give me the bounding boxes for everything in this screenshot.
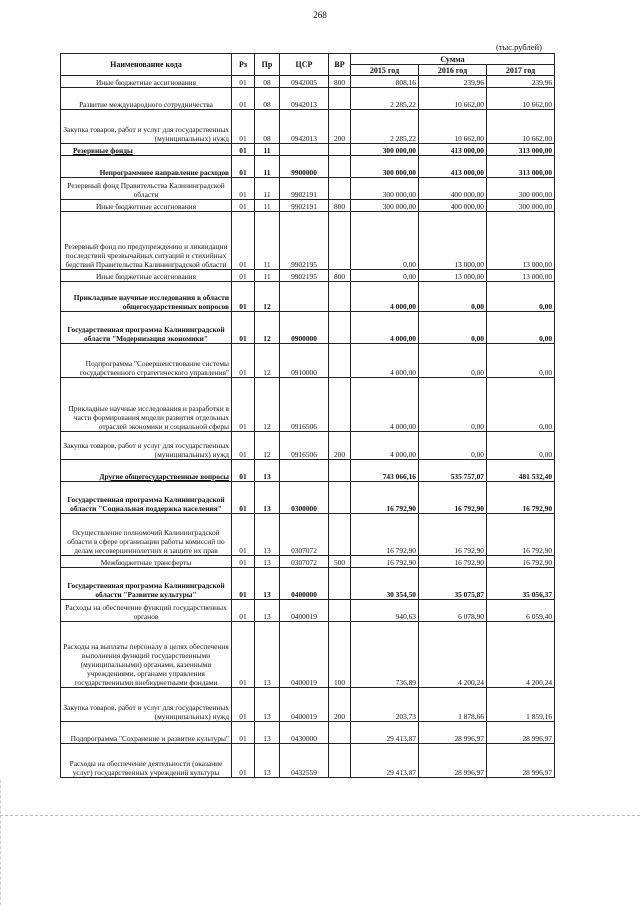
- table-row: [61, 282, 555, 312]
- cell-2017: 28 996,97: [487, 722, 555, 744]
- cell-rz: 01: [232, 622, 255, 688]
- cell-pr: 13: [255, 622, 280, 688]
- cell-vr: [329, 212, 351, 270]
- cell-name: Государственная программа Калининградской области "Развитие культуры": [61, 568, 232, 600]
- cell-rz: 01: [232, 156, 255, 178]
- table-row: [61, 688, 555, 722]
- cell-pr: 12: [255, 378, 280, 432]
- cell-csr: 0942013: [280, 110, 329, 144]
- cell-pr: 13: [255, 460, 280, 482]
- cell-2016: 413 000,00: [419, 144, 487, 156]
- cell-rz: 01: [232, 514, 255, 556]
- cell-2015: 16 792,90: [351, 556, 419, 568]
- header-csr: ЦСР: [280, 54, 329, 76]
- table-row: [61, 144, 555, 156]
- table-row: [61, 432, 555, 460]
- cell-vr: 100: [329, 622, 351, 688]
- cell-vr: [329, 568, 351, 600]
- cell-2017: 4 200,24: [487, 622, 555, 688]
- cell-pr: 13: [255, 688, 280, 722]
- table-row: [61, 312, 555, 344]
- cell-pr: 12: [255, 282, 280, 312]
- cell-2015: 2 285,22: [351, 110, 419, 144]
- cell-csr: 0900000: [280, 312, 329, 344]
- cell-2017: 300 000,00: [487, 200, 555, 212]
- cell-csr: 0916506: [280, 432, 329, 460]
- cell-csr: 0942013: [280, 88, 329, 110]
- cell-name: Осуществление полномочий Калининградской области в сфере организации работы комиссий по делам несовершеннолетних и защите их прав: [61, 514, 232, 556]
- cell-vr: [329, 600, 351, 622]
- cell-vr: [329, 88, 351, 110]
- cell-rz: 01: [232, 312, 255, 344]
- cell-2016: 0,00: [419, 312, 487, 344]
- cell-name: Развитие международного сотрудничества: [61, 88, 232, 110]
- cell-pr: 11: [255, 270, 280, 282]
- cell-pr: 12: [255, 344, 280, 378]
- cell-pr: 13: [255, 600, 280, 622]
- cell-2016: 10 662,00: [419, 88, 487, 110]
- table-row: [61, 600, 555, 622]
- cell-vr: [329, 722, 351, 744]
- cell-pr: 12: [255, 312, 280, 344]
- header-vr: ВР: [329, 54, 351, 76]
- cell-2015: 2 285,22: [351, 88, 419, 110]
- cell-2017: 1 859,16: [487, 688, 555, 722]
- cell-2016: 413 000,00: [419, 156, 487, 178]
- cell-csr: [280, 460, 329, 482]
- cell-2017: 35 056,37: [487, 568, 555, 600]
- header-sum: Сумма: [351, 54, 555, 65]
- cell-2015: 0,00: [351, 270, 419, 282]
- cell-2016: 400 000,00: [419, 200, 487, 212]
- cell-name: Межбюджетные трансферты: [61, 556, 232, 568]
- cell-name: Прикладные научные исследования и разработки в части формирования модели развития отдельных отраслей экономики и социальной сферы: [61, 378, 232, 432]
- cell-2017: 313 000,00: [487, 156, 555, 178]
- cell-2016: 10 662,00: [419, 110, 487, 144]
- cell-pr: 12: [255, 432, 280, 460]
- table-row: [61, 200, 555, 212]
- cell-2015: 743 066,16: [351, 460, 419, 482]
- cell-2016: 1 878,66: [419, 688, 487, 722]
- cell-rz: 01: [232, 282, 255, 312]
- cell-2017: 0,00: [487, 378, 555, 432]
- cell-csr: 9900000: [280, 156, 329, 178]
- cell-csr: 0400019: [280, 600, 329, 622]
- cell-rz: 01: [232, 76, 255, 88]
- cell-vr: 200: [329, 432, 351, 460]
- cell-2016: 400 000,00: [419, 178, 487, 200]
- cell-vr: [329, 744, 351, 778]
- cell-csr: 0300000: [280, 482, 329, 514]
- cell-2016: 0,00: [419, 344, 487, 378]
- cell-csr: 0307072: [280, 514, 329, 556]
- cell-vr: [329, 178, 351, 200]
- cell-pr: 11: [255, 178, 280, 200]
- cell-vr: 200: [329, 688, 351, 722]
- unit-label: (тыс.рублей): [496, 42, 542, 52]
- cell-name: Закупка товаров, работ и услуг для государственных (муниципальных) нужд: [61, 432, 232, 460]
- cell-vr: [329, 514, 351, 556]
- cell-2015: 300 000,00: [351, 178, 419, 200]
- cell-2016: 28 996,97: [419, 744, 487, 778]
- cell-csr: 9902195: [280, 270, 329, 282]
- cell-rz: 01: [232, 722, 255, 744]
- cell-csr: 0400019: [280, 622, 329, 688]
- cell-2017: 0,00: [487, 282, 555, 312]
- cell-2015: 16 792,90: [351, 514, 419, 556]
- cell-rz: 01: [232, 482, 255, 514]
- table-header: [61, 54, 555, 76]
- cell-name: Резервный фонд по предупреждению и ликвидации последствий чрезвычайных ситуаций и стихийных бедствий Правительства Калининградской области: [61, 212, 232, 270]
- cell-2016: 35 075,87: [419, 568, 487, 600]
- cell-2015: 736,89: [351, 622, 419, 688]
- cell-name: Резервный фонд Правительства Калининградской области: [61, 178, 232, 200]
- table-row: [61, 622, 555, 688]
- cell-2015: 4 000,00: [351, 344, 419, 378]
- table-row: [61, 156, 555, 178]
- cell-pr: 13: [255, 482, 280, 514]
- header-2016: 2016 год: [419, 65, 487, 76]
- cell-2017: 6 059,40: [487, 600, 555, 622]
- table-row: [61, 460, 555, 482]
- cell-rz: 01: [232, 200, 255, 212]
- cell-2016: 535 757,07: [419, 460, 487, 482]
- cell-csr: 0916506: [280, 378, 329, 432]
- cell-csr: 9902191: [280, 178, 329, 200]
- cell-rz: 01: [232, 270, 255, 282]
- table-row: [61, 514, 555, 556]
- cell-2017: 0,00: [487, 312, 555, 344]
- cell-2015: 16 792,90: [351, 482, 419, 514]
- cell-vr: 500: [329, 556, 351, 568]
- cell-csr: 0307072: [280, 556, 329, 568]
- cell-pr: 11: [255, 156, 280, 178]
- table-row: [61, 88, 555, 110]
- cell-2015: 300 000,00: [351, 144, 419, 156]
- cell-2016: 0,00: [419, 282, 487, 312]
- cell-rz: 01: [232, 460, 255, 482]
- cell-2016: 16 792,90: [419, 556, 487, 568]
- cell-2017: 0,00: [487, 432, 555, 460]
- table-row: [61, 76, 555, 88]
- cell-name: Непрограммное направление расходов: [61, 156, 232, 178]
- cell-vr: [329, 460, 351, 482]
- cell-csr: 0942005: [280, 76, 329, 88]
- cell-rz: 01: [232, 556, 255, 568]
- header-rz: Рз: [232, 54, 255, 76]
- table-row: [61, 722, 555, 744]
- left-margin-dashed-line: [0, 780, 1, 905]
- cell-2016: 6 078,90: [419, 600, 487, 622]
- cell-2015: 29 413,87: [351, 722, 419, 744]
- cell-csr: 0432559: [280, 744, 329, 778]
- cell-2015: 4 000,00: [351, 378, 419, 432]
- cell-vr: 200: [329, 110, 351, 144]
- budget-table: [60, 53, 555, 778]
- cell-pr: 13: [255, 722, 280, 744]
- cell-csr: 9902191: [280, 200, 329, 212]
- cell-rz: 01: [232, 144, 255, 156]
- cell-2017: 28 996,97: [487, 744, 555, 778]
- cell-name: Расходы на выплаты персоналу в целях обеспечения выполнения функций государственными (муниципальными) органами, казенными учреждениями, органами управления государственными внебюджетными фондами: [61, 622, 232, 688]
- table-row: [61, 568, 555, 600]
- table-row: [61, 110, 555, 144]
- cell-2015: 940,63: [351, 600, 419, 622]
- cell-name: Другие общегосударственные вопросы: [61, 460, 232, 482]
- cell-name: Иные бюджетные ассигнования: [61, 270, 232, 282]
- cell-name: Государственная программа Калининградской области "Модернизация экономики": [61, 312, 232, 344]
- cell-csr: 0400000: [280, 568, 329, 600]
- cell-name: Расходы на обеспечение функций государственных органов: [61, 600, 232, 622]
- table-row: [61, 212, 555, 270]
- header-2015: 2015 год: [351, 65, 419, 76]
- cell-vr: [329, 156, 351, 178]
- table-row: [61, 178, 555, 200]
- cell-rz: 01: [232, 88, 255, 110]
- cell-name: Иные бюджетные ассигнования: [61, 76, 232, 88]
- cell-2017: 13 000,00: [487, 212, 555, 270]
- cell-csr: 0400019: [280, 688, 329, 722]
- cell-2017: 16 792,90: [487, 514, 555, 556]
- cell-rz: 01: [232, 212, 255, 270]
- cell-2017: 16 792,90: [487, 556, 555, 568]
- cell-2015: 808,16: [351, 76, 419, 88]
- cell-name: Закупка товаров, работ и услуг для государственных (муниципальных) нужд: [61, 110, 232, 144]
- cell-rz: 01: [232, 344, 255, 378]
- cell-vr: [329, 312, 351, 344]
- cell-2017: 239,96: [487, 76, 555, 88]
- cell-2015: 203,73: [351, 688, 419, 722]
- cell-rz: 01: [232, 110, 255, 144]
- cell-2016: 13 000,00: [419, 212, 487, 270]
- cell-2016: 28 996,97: [419, 722, 487, 744]
- page-number: 268: [313, 10, 327, 20]
- cell-pr: 08: [255, 110, 280, 144]
- table-row: [61, 482, 555, 514]
- cell-pr: 13: [255, 556, 280, 568]
- header-2017: 2017 год: [487, 65, 555, 76]
- cell-2015: 29 413,87: [351, 744, 419, 778]
- page-bottom-dashed-line: [0, 815, 640, 816]
- cell-2017: 481 532,40: [487, 460, 555, 482]
- cell-vr: [329, 282, 351, 312]
- cell-csr: 9902195: [280, 212, 329, 270]
- header-pr: Пр: [255, 54, 280, 76]
- cell-vr: [329, 482, 351, 514]
- cell-2017: 10 662,00: [487, 88, 555, 110]
- cell-2016: 16 792,90: [419, 514, 487, 556]
- cell-vr: [329, 344, 351, 378]
- table-row: [61, 270, 555, 282]
- cell-pr: 11: [255, 212, 280, 270]
- cell-name: Подпрограмма "Совершенствование системы государственного стратегического управления": [61, 344, 232, 378]
- cell-pr: 08: [255, 76, 280, 88]
- cell-pr: 13: [255, 744, 280, 778]
- cell-2015: 4 000,00: [351, 282, 419, 312]
- cell-rz: 01: [232, 688, 255, 722]
- cell-2017: 300 000,00: [487, 178, 555, 200]
- cell-pr: 13: [255, 514, 280, 556]
- cell-2015: 300 000,00: [351, 200, 419, 212]
- cell-2015: 0,00: [351, 212, 419, 270]
- cell-rz: 01: [232, 378, 255, 432]
- cell-name: Расходы на обеспечение деятельности (оказание услуг) государственных учреждений культуры: [61, 744, 232, 778]
- cell-2017: 0,00: [487, 344, 555, 378]
- cell-vr: 800: [329, 76, 351, 88]
- cell-2017: 16 792,90: [487, 482, 555, 514]
- cell-2016: 16 792,90: [419, 482, 487, 514]
- cell-name: Государственная программа Калининградской области "Социальная поддержка населения": [61, 482, 232, 514]
- cell-name: Иные бюджетные ассигнования: [61, 200, 232, 212]
- cell-pr: 11: [255, 200, 280, 212]
- cell-csr: [280, 282, 329, 312]
- cell-rz: 01: [232, 568, 255, 600]
- cell-rz: 01: [232, 432, 255, 460]
- cell-vr: 800: [329, 200, 351, 212]
- cell-rz: 01: [232, 178, 255, 200]
- cell-pr: 13: [255, 568, 280, 600]
- cell-2017: 13 000,00: [487, 270, 555, 282]
- cell-pr: 08: [255, 88, 280, 110]
- cell-2015: 30 354,50: [351, 568, 419, 600]
- cell-2017: 313 000,00: [487, 144, 555, 156]
- cell-pr: 11: [255, 144, 280, 156]
- cell-csr: 0430000: [280, 722, 329, 744]
- table-row: [61, 556, 555, 568]
- cell-2016: 13 000,00: [419, 270, 487, 282]
- cell-2015: 300 000,00: [351, 156, 419, 178]
- cell-2016: 0,00: [419, 432, 487, 460]
- cell-2016: 0,00: [419, 378, 487, 432]
- cell-vr: 800: [329, 270, 351, 282]
- cell-csr: 0910000: [280, 344, 329, 378]
- cell-name: Прикладные научные исследования в области общегосударственных вопросов: [61, 282, 232, 312]
- cell-2015: 4 000,00: [351, 312, 419, 344]
- cell-2015: 4 000,00: [351, 432, 419, 460]
- cell-rz: 01: [232, 600, 255, 622]
- table-row: [61, 378, 555, 432]
- cell-name: Резервные фонды: [61, 144, 232, 156]
- cell-name: Подпрограмма "Сохранение и развитие культуры": [61, 722, 232, 744]
- table-row: [61, 744, 555, 778]
- cell-rz: 01: [232, 744, 255, 778]
- cell-2016: 4 200,24: [419, 622, 487, 688]
- cell-2017: 10 662,00: [487, 110, 555, 144]
- header-name: Наименование кода: [61, 54, 232, 76]
- cell-vr: [329, 144, 351, 156]
- cell-vr: [329, 378, 351, 432]
- table-row: [61, 344, 555, 378]
- table-body: [61, 76, 555, 778]
- cell-name: Закупка товаров, работ и услуг для государственных (муниципальных) нужд: [61, 688, 232, 722]
- cell-2016: 239,96: [419, 76, 487, 88]
- cell-csr: [280, 144, 329, 156]
